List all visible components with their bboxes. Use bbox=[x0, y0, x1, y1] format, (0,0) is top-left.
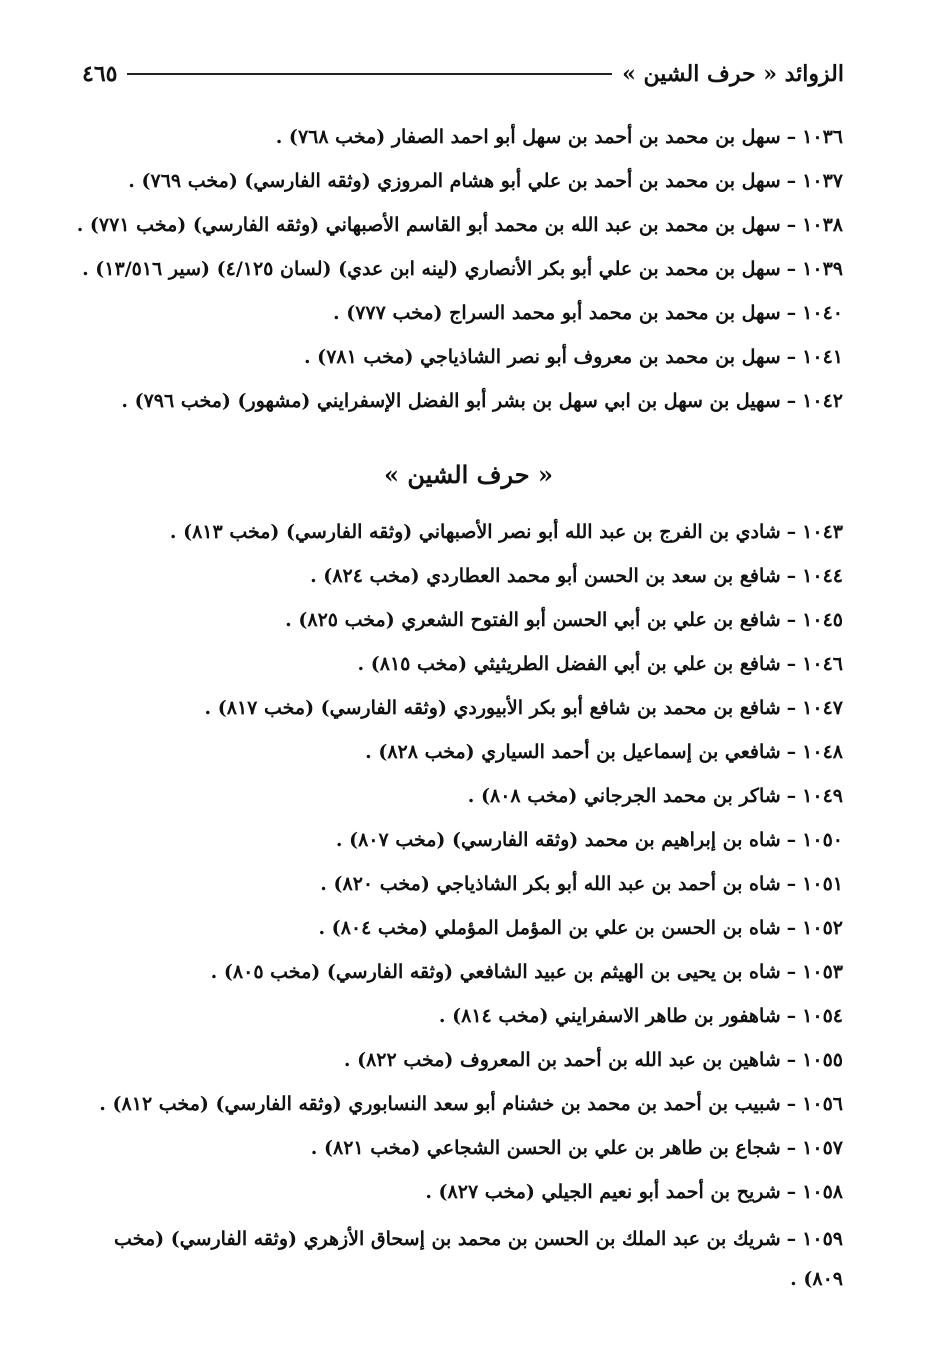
list-item: ١٠٥٠–شاه بن إبراهيم بن محمد (وثقه الفارسي) (مخب ٨٠٧) . bbox=[335, 829, 843, 851]
list-item: ١٠٥٥–شاهين بن عبد الله بن أحمد بن المعروف (مخب ٨٢٢) . bbox=[343, 1049, 843, 1071]
list-item: ١٠٤٩–شاكر بن محمد الجرجاني (مخب ٨٠٨) . bbox=[467, 785, 843, 807]
entries-bottom-list bbox=[83, 515, 843, 1299]
list-item: ١٠٥٩–شريك بن عبد الملك بن الحسن بن محمد بن إسحاق الأزهري (وثقه الفارسي) (مخب ٨٠٩) . bbox=[114, 1228, 843, 1290]
list-item: ١٠٤٨–شافعي بن إسماعيل بن أحمد السياري (مخب ٨٢٨) . bbox=[365, 741, 843, 763]
header-rule bbox=[127, 73, 612, 75]
list-item: ١٠٤٤–شافع بن سعد بن الحسن أبو محمد العطاردي (مخب ٨٢٤) . bbox=[310, 565, 843, 587]
list-item: ١٠٣٩–سهل بن محمد بن علي أبو بكر الأنصاري (لينه ابن عدي) (لسان ٤/١٢٥) (سير ١٣/٥١٦) . bbox=[82, 258, 843, 280]
list-item: ١٠٤٦–شافع بن علي بن أبي الفضل الطريثيثي (مخب ٨١٥) . bbox=[357, 653, 843, 675]
list-item: ١٠٣٦–سهل بن محمد بن أحمد بن سهل أبو احمد الصفار (مخب ٧٦٨) . bbox=[275, 126, 843, 148]
list-item: ١٠٥٨–شريح بن أحمد أبو نعيم الجيلي (مخب ٨٢٧) . bbox=[425, 1181, 843, 1203]
list-item: ١٠٣٧–سهل بن محمد بن أحمد بن علي أبو هشام المروزي (وثقه الفارسي) (مخب ٧٦٩) . bbox=[128, 170, 843, 192]
list-item: ١٠٥٧–شجاع بن طاهر بن علي بن الحسن الشجاعي (مخب ٨٢١) . bbox=[310, 1137, 843, 1159]
list-item: ١٠٣٨–سهل بن محمد بن عبد الله بن محمد أبو القاسم الأصبهاني (وثقه الفارسي) (مخب ٧٧١) . bbox=[76, 214, 843, 236]
list-item: ١٠٥٦–شبيب بن أحمد بن محمد بن خشنام أبو سعد النسابوري (وثقه الفارسي) (مخب ٨١٢) . bbox=[99, 1093, 843, 1115]
list-item: ١٠٤١–سهل بن محمد بن معروف أبو نصر الشاذياجي (مخب ٧٨١) . bbox=[303, 346, 843, 368]
list-item: ١٠٤٣–شادي بن الفرج بن عبد الله أبو نصر الأصبهاني (وثقه الفارسي) (مخب ٨١٣) . bbox=[169, 521, 843, 543]
list-item: ١٠٤٠–سهل بن محمد بن محمد أبو محمد السراج (مخب ٧٧٧) . bbox=[332, 302, 843, 324]
entries-top-list bbox=[76, 120, 843, 428]
page-header bbox=[82, 58, 844, 90]
list-item: ١٠٥٢–شاه بن الحسن بن علي بن المؤمل المؤملي (مخب ٨٠٤) . bbox=[318, 917, 843, 939]
list-item: ١٠٤٧–شافع بن محمد بن شافع أبو بكر الأبيوردي (وثقه الفارسي) (مخب ٨١٧) . bbox=[204, 697, 843, 719]
list-item: ١٠٥١–شاه بن أحمد بن عبد الله أبو بكر الشاذياجي (مخب ٨٢٠) . bbox=[320, 873, 843, 895]
section-heading: « حرف الشين » bbox=[384, 460, 553, 489]
page-number: ٤٦٥ bbox=[82, 61, 118, 87]
list-item: ١٠٤٥–شافع بن علي بن أبي الحسن أبو الفتوح الشعري (مخب ٨٢٥) . bbox=[285, 609, 843, 631]
list-item: ١٠٥٣–شاه بن يحيى بن الهيثم بن عبيد الشافعي (وثقه الفارسي) (مخب ٨٠٥) . bbox=[210, 961, 843, 983]
running-head: الزوائد « حرف الشين » bbox=[622, 61, 844, 87]
list-item: ١٠٥٤–شاهفور بن طاهر الاسفرايني (مخب ٨١٤) . bbox=[438, 1005, 843, 1027]
list-item: ١٠٤٢–سهيل بن سهل بن ابي سهل بن بشر أبو الفضل الإسفرايني (مشهور) (مخب ٧٩٦) . bbox=[121, 390, 843, 412]
